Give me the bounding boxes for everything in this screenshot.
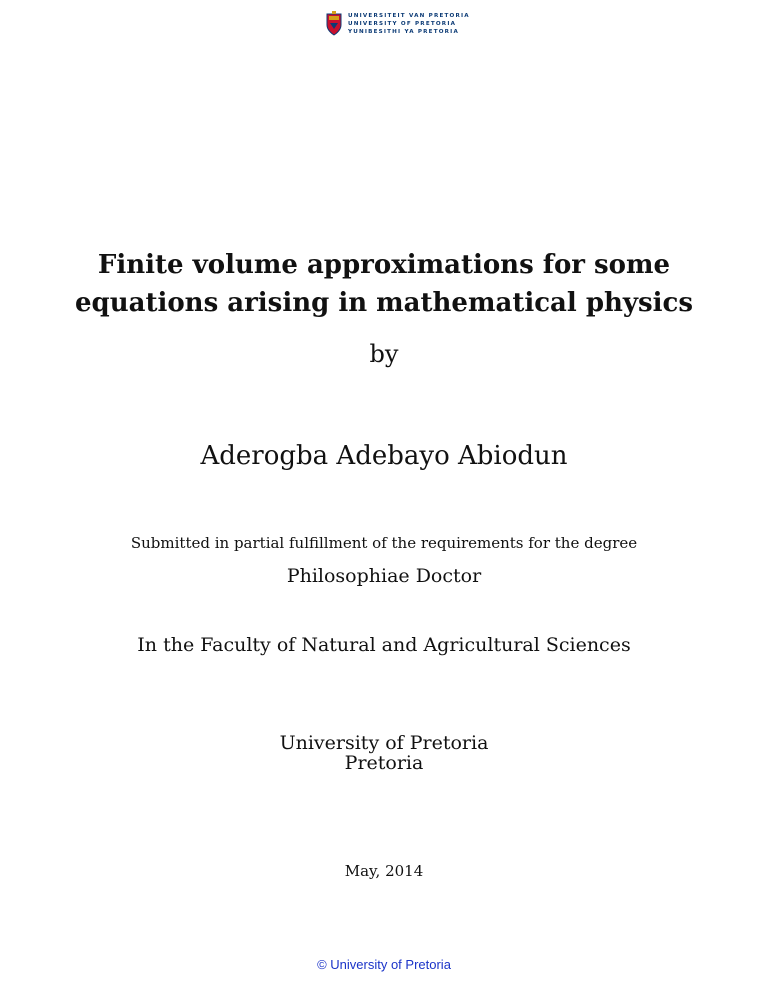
- submission-date: May, 2014: [344, 862, 424, 880]
- university-crest-icon: [326, 11, 342, 37]
- degree-name: Philosophiae Doctor: [286, 565, 482, 587]
- logo-line-english: UNIVERSITY OF PRETORIA: [348, 21, 457, 27]
- thesis-title: [0, 246, 768, 322]
- submission-statement: Submitted in partial fulfillment of the requirements for the degree: [130, 534, 638, 552]
- institution-city: Pretoria: [344, 752, 424, 774]
- faculty-name: In the Faculty of Natural and Agricultural Sciences: [137, 634, 631, 656]
- logo-wordmark: [348, 12, 470, 36]
- university-logo: [326, 10, 470, 38]
- logo-line-sepedi: YUNIBESITHI YA PRETORIA: [348, 29, 459, 35]
- logo-line-afrikaans: UNIVERSITEIT VAN PRETORIA: [348, 13, 470, 19]
- by-label: by: [369, 340, 399, 368]
- copyright-link[interactable]: © University of Pretoria: [317, 957, 451, 972]
- institution-block: [0, 733, 768, 773]
- thesis-title-line-2: equations arising in mathematical physics: [74, 288, 694, 318]
- thesis-title-line-1: Finite volume approximations for some: [97, 250, 671, 280]
- institution-name: University of Pretoria: [279, 732, 489, 754]
- author-name: Aderogba Adebayo Abiodun: [200, 441, 568, 471]
